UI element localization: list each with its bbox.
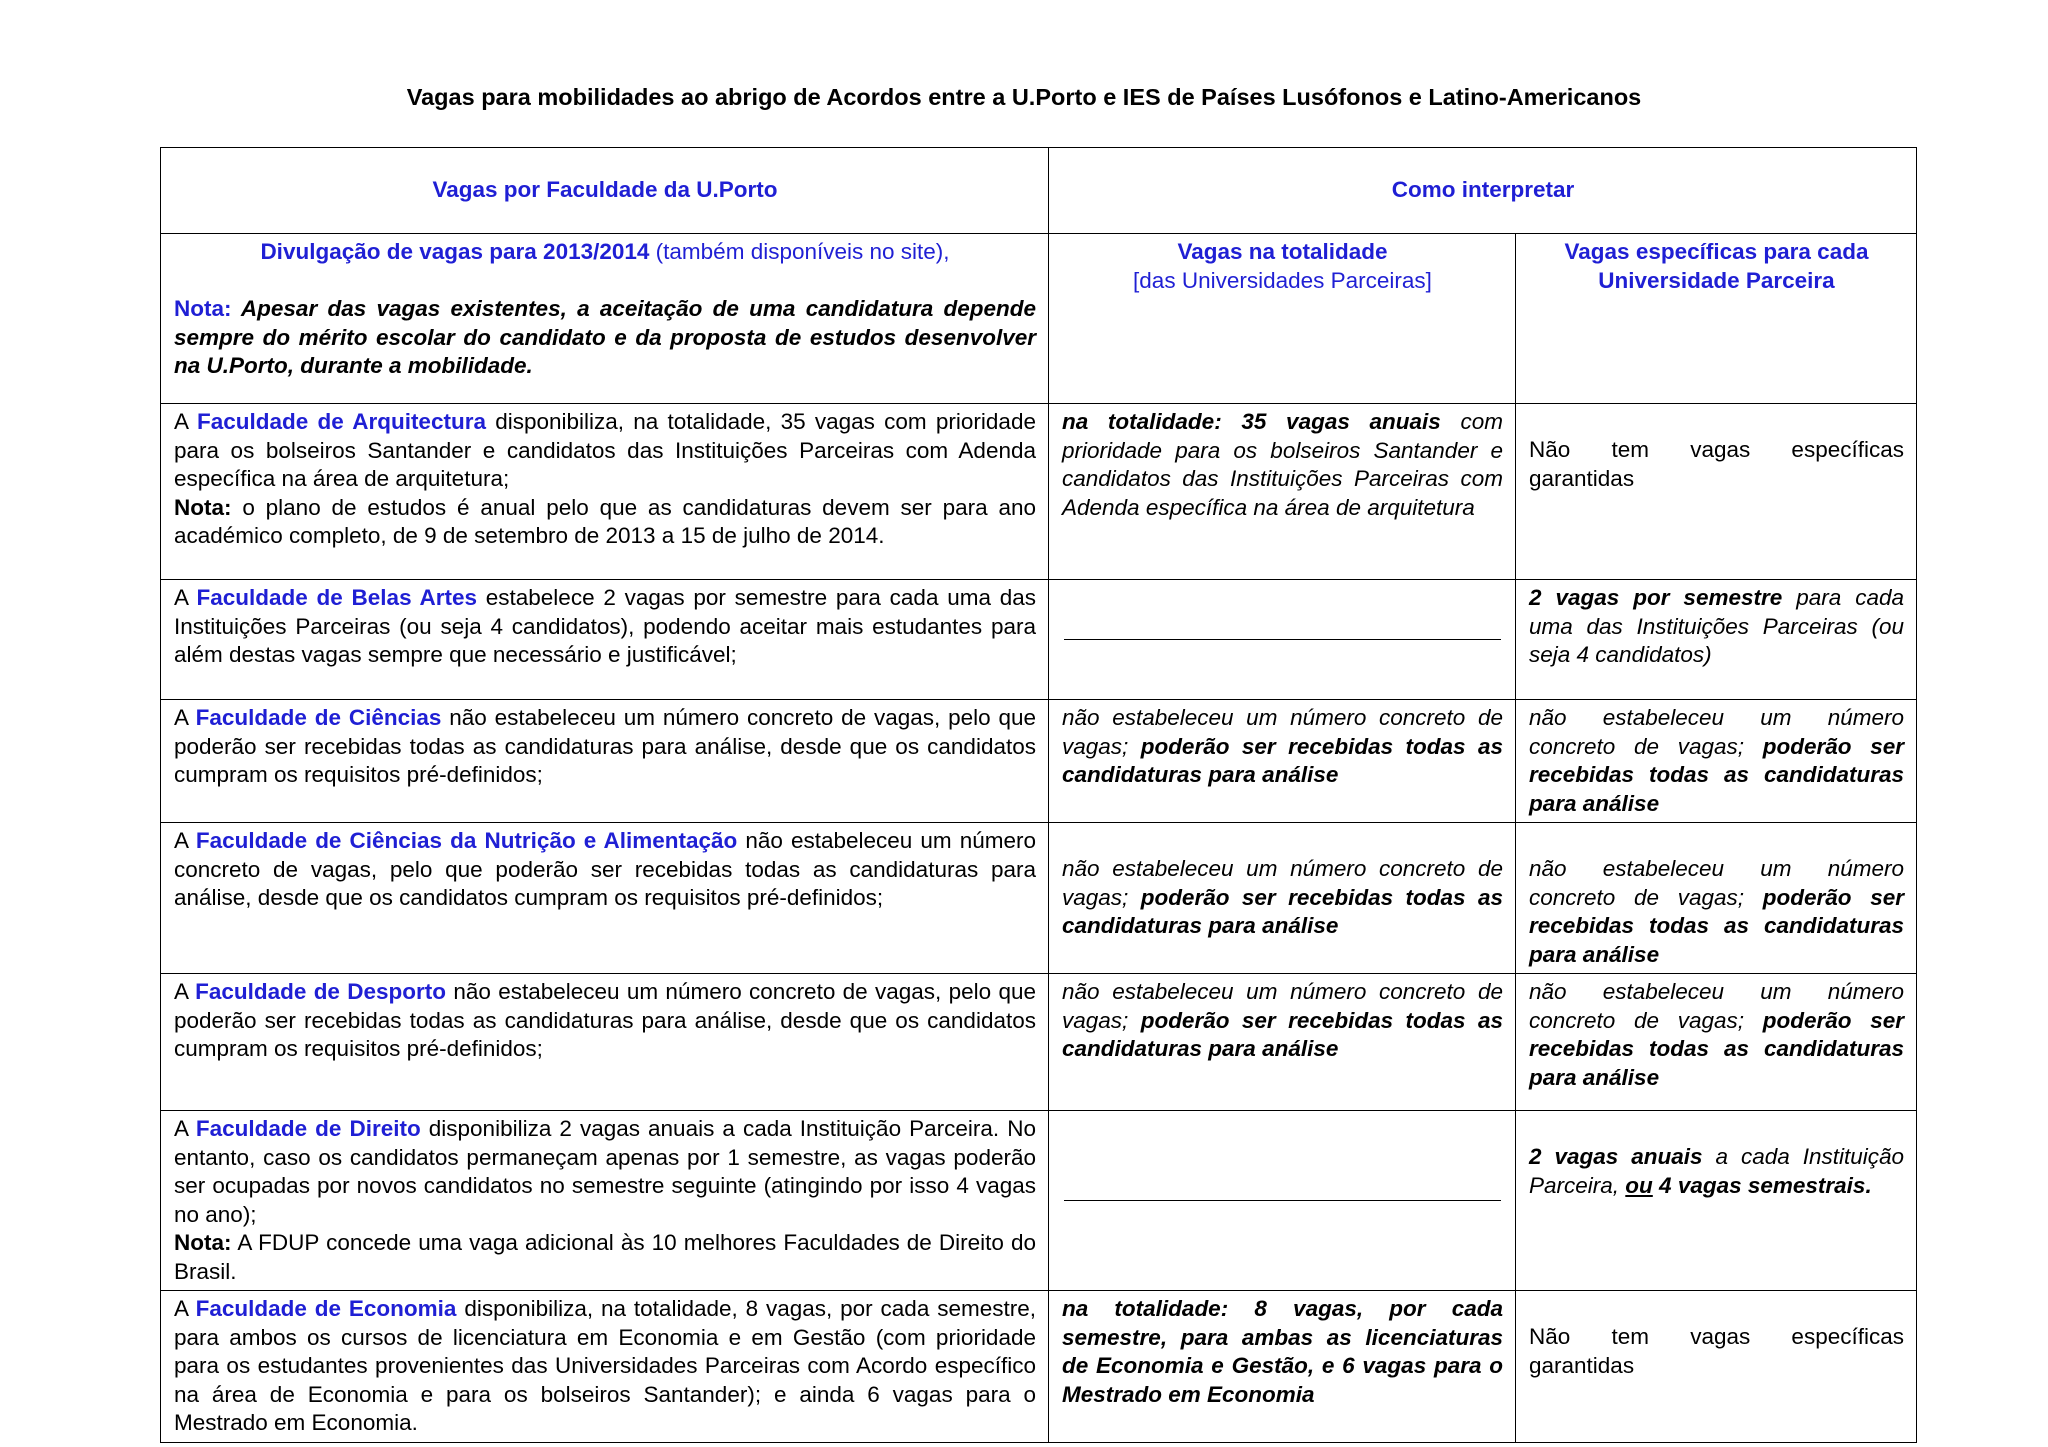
totalidade-title: Vagas na totalidade [1177,239,1388,264]
divulgacao-line [174,238,1036,267]
faculdade-name: Faculdade de Ciências da Nutrição e Alimentação [195,828,738,853]
row-economia-desc: A Faculdade de Economia disponibiliza, na totalidade, 8 vagas, por cada semestre, para ambos os cursos de licenciatura em Economia e em Gestão (com prioridade para os estudantes provenientes das Universidades Parceiras com Acordo específico na área de Economia e para os bolseiros Santander); e ainda 6 vagas para o Mestrado em Economia. [161,1291,1049,1443]
totalidade-header-cell [1049,234,1516,404]
divulgacao-title: Divulgação de vagas para 2013/2014 [260,239,650,264]
nota-label: Nota: [174,494,232,520]
header-como-interpretar: Como interpretar [1049,148,1917,234]
row-arquitectura-desc: A Faculdade de Arquitectura disponibiliza, na totalidade, 35 vagas com prioridade para os bolseiros Santander e candidatos das Instituições Parceiras com Adenda específica na área de arquitetura; Nota: o plano de estudos é anual pelo que as candidaturas devem ser para ano académico completo, de 9 de setembro de 2013 a 15 de julho de 2014. [161,404,1049,580]
row-direito-desc: A Faculdade de Direito disponibiliza 2 vagas anuais a cada Instituição Parceira. No entanto, caso os candidatos permaneçam apenas por 1 semestre, as vagas poderão ser ocupadas por novos candidatos no semestre seguinte (atingindo por isso 4 vagas no ano); Nota: A FDUP concede uma vaga adicional às 10 melhores Faculdades de Direito do Brasil. [161,1111,1049,1291]
row-desporto-especificas: não estabeleceu um número concreto de vagas; poderão ser recebidas todas as candidaturas para análise [1516,974,1917,1111]
table-row [161,823,1917,974]
vacancies-table [160,147,1917,1443]
subheader-row [161,234,1917,404]
row-belas-artes-desc: A Faculdade de Belas Artes estabelece 2 vagas por semestre para cada uma das Instituições Parceiras (ou seja 4 candidatos), podendo aceitar mais estudantes para além destas vagas sempre que necessário e justificável; [161,580,1049,700]
row-economia-especificas: Não tem vagas específicas garantidas [1516,1291,1917,1443]
row-nutricao-totalidade: não estabeleceu um número concreto de vagas; poderão ser recebidas todas as candidaturas para análise [1049,823,1516,974]
especificas-title: Vagas específicas para cada Universidade Parceira [1564,239,1869,293]
row-nutricao-especificas: não estabeleceu um número concreto de vagas; poderão ser recebidas todas as candidaturas para análise [1516,823,1917,974]
document-title: Vagas para mobilidades ao abrigo de Acordos entre a U.Porto e IES de Países Lusófonos e Latino-Americanos [406,84,1642,110]
table-row [161,974,1917,1111]
row-arquitectura-totalidade: na totalidade: 35 vagas anuais com prioridade para os bolseiros Santander e candidatos das Instituições Parceiras com Adenda específica na área de arquitetura [1049,404,1516,580]
table-row [161,1291,1917,1443]
row-ciencias-desc: A Faculdade de Ciências não estabeleceu um número concreto de vagas, pelo que poderão ser recebidas todas as candidaturas para análise, desde que os candidatos cumpram os requisitos pré-definidos; [161,700,1049,823]
table-row [161,700,1917,823]
faculdade-name: Faculdade de Ciências [195,705,442,730]
nota-label: Nota: [174,1230,232,1255]
table-row [161,1111,1917,1291]
empty-dash-line [1064,1200,1501,1201]
row-ciencias-totalidade: não estabeleceu um número concreto de vagas; poderão ser recebidas todas as candidaturas para análise [1049,700,1516,823]
table-row [161,580,1917,700]
row-belas-artes-totalidade [1049,580,1516,700]
row-desporto-desc: A Faculdade de Desporto não estabeleceu um número concreto de vagas, pelo que poderão ser recebidas todas as candidaturas para análise, desde que os candidatos cumpram os requisitos pré-definidos; [161,974,1049,1111]
row-belas-artes-especificas: 2 vagas por semestre para cada uma das Instituições Parceiras (ou seja 4 candidatos) [1516,580,1917,700]
header-vagas-por-faculdade: Vagas por Faculdade da U.Porto [161,148,1049,234]
especificas-header-cell [1516,234,1917,404]
header-row [161,148,1917,234]
nota-general-label: Nota: [174,296,232,321]
row-economia-totalidade: na totalidade: 8 vagas, por cada semestre, para ambas as licenciaturas de Economia e Gestão, e 6 vagas para o Mestrado em Economia [1049,1291,1516,1443]
divulgacao-rest: (também disponíveis no site), [649,239,950,264]
row-direito-especificas: 2 vagas anuais a cada Instituição Parceira, ou 4 vagas semestrais. [1516,1111,1917,1291]
faculdade-name: Faculdade de Arquitectura [197,409,486,434]
faculdade-name: Faculdade de Belas Artes [196,585,478,610]
row-arquitectura-especificas: Não tem vagas específicas garantidas [1516,404,1917,580]
faculdade-name: Faculdade de Desporto [195,979,447,1004]
nota-general-text: Apesar das vagas existentes, a aceitação de uma candidatura depende sempre do mérito escolar do candidato e da proposta de estudos desenvolver na U.Porto, durante a mobilidade. [174,296,1036,378]
table-row [161,404,1917,580]
row-desporto-totalidade: não estabeleceu um número concreto de vagas; poderão ser recebidas todas as candidaturas para análise [1049,974,1516,1111]
row-nutricao-desc: A Faculdade de Ciências da Nutrição e Alimentação não estabeleceu um número concreto de vagas, pelo que poderão ser recebidas todas as candidaturas para análise, desde que os candidatos cumpram os requisitos pré-definidos; [161,823,1049,974]
empty-dash-line [1064,639,1501,640]
nota-general [174,295,1036,381]
faculdade-name: Faculdade de Economia [195,1296,457,1321]
divulgacao-cell [161,234,1049,404]
row-ciencias-especificas: não estabeleceu um número concreto de vagas; poderão ser recebidas todas as candidaturas para análise [1516,700,1917,823]
row-direito-totalidade [1049,1111,1516,1291]
faculdade-name: Faculdade de Direito [195,1116,421,1141]
totalidade-subtitle: [das Universidades Parceiras] [1133,267,1432,293]
